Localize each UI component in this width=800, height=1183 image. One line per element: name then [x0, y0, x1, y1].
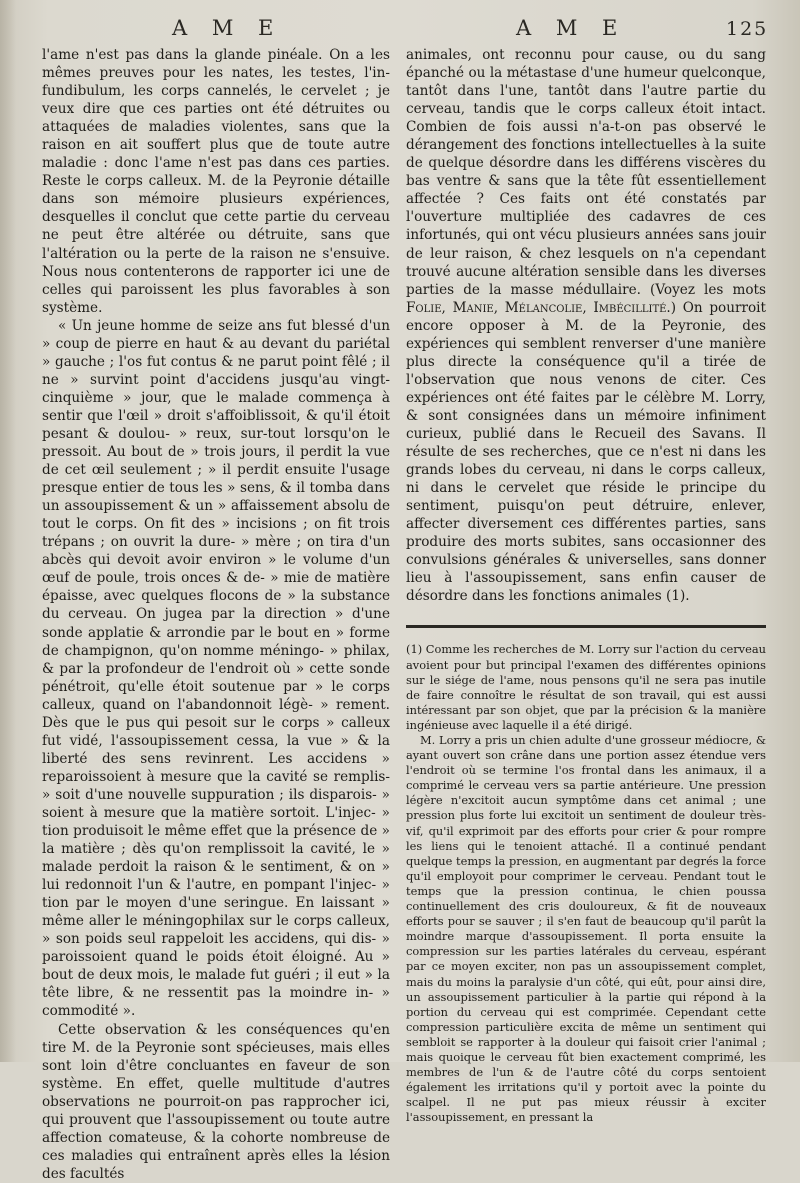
xref-separator-2: , [493, 299, 505, 316]
left-paragraph-1: l'ame n'est pas dans la glande pinéale. On a les mêmes preuves pour les nates, les testes, l'in-fundibulum, les corps cannelés, le cervelet ; je veux dire que ces parties ont été détruites ou attaquées de maladies violentes, sans que la raison en ait souffert plus que de toute autre maladie : donc l'ame n'est pas dans ces parties. Reste le corps calleux. M. de la Peyronie détaille dans son mémoire plusieurs expériences, desquelles il conclut que cette partie du cerveau ne peut être altérée ou détruite, sans que l'altération ou la perte de la raison ne s'ensuive. Nous nous contenterons de rapporter ici une de celles qui paroissent les plus favorables à son système. [42, 47, 390, 316]
right-paragraph-1 [406, 46, 766, 605]
footnote [406, 642, 766, 1125]
footnote-paragraph-2: M. Lorry a pris un chien adulte d'une grosseur médiocre, & ayant ouvert son crâne dans une portion assez étendue vers l'endroit où se termine l'os frontal dans les animaux, il a comprimé le cerveau vers sa partie antérieure. Une pression légère n'excitoit aucun symptôme dans cet animal ; une pression plus forte lui excitoit un sentiment de douleur très-vif, qu'il exprimoit par des efforts pour crier & pour rompre les liens qui le tenoient attaché. Il a continué pendant quelque temps la pression, en augmentant par degrés la force qu'il employoit pour comprimer le cerveau. Pendant tout le temps que la pression continua, le chien poussa continuellement des cris douloureux, & fit de nouveaux efforts pour se sauver ; il s'en faut de beaucoup qu'il parût la moindre marque d'assoupissement. Il porta ensuite la compression sur les parties latérales du cerveau, espérant par ce moyen exciter, non pas un assoupissement complet, mais du moins la paralysie d'un côté, qui eût, pour ainsi dire, un assoupissement particulier à la partie qui répond à la portion du cerveau qui est comprimée. Cependant cette compression particulière excita de même un sentiment qui sembloit se rapporter à la douleur qui faisoit crier l'animal ; mais quoique le cerveau fût bien exactement comprimé, les membres de l'un & de l'autre côté du corps sentoient également les irritations qu'il y portoit avec la pointe du scalpel. Il ne put pas mieux réussir à exciter l'assoupissement, en pressant la [406, 733, 766, 1125]
xref-manie: Manie [452, 299, 494, 316]
page-number: 125 [726, 18, 769, 40]
right-paragraph-1-text: animales, ont reconnu pour cause, ou du sang épanché ou la métastase d'une humeur quelconque, tantôt dans l'une, tantôt dans l'autre partie du cerveau, tandis que le corps calleux étoit intact. Combien de fois aussi n'a-t-on pas observé le dérangement des fonctions intellectuelles à la suite de quelque désordre dans les différens viscères du bas ventre & sans que la tête fût essentiellement affectée ? Ces faits ont été constatés par l'ouverture multipliée des cadavres de ces infortunés, qui ont vécu plusieurs années sans jouir de leur raison, & chez lesquels on n'a cependant trouvé aucune altération sensible dans les diverses parties de la masse médullaire. (Voyez les mots [406, 47, 766, 298]
footnote-paragraph-1: (1) Comme les recherches de M. Lorry sur l'action du cerveau avoient pour but principal l'examen des différentes opinions sur le siége de l'ame, nous pensons qu'il ne sera pas inutile de faire connoître le résultat de son travail, qui est aussi intéressant par son objet, que par la précision & la manière ingénieuse avec laquelle il a été dirigé. [406, 642, 766, 732]
left-paragraph-3: Cette observation & les conséquences qu'en tire M. de la Peyronie sont spécieuses, mais elles sont loin d'être concluantes en faveur de son système. En effet, quelle multitude d'autres observations ne pourroit-on pas rapprocher ici, qui prouvent que l'assoupissement ou toute autre affection comateuse, & la cohorte nombreuse de ces maladies qui entraînent après elles la lésion des facultés [42, 1021, 390, 1182]
page-gutter-shadow [0, 0, 16, 1062]
right-column [406, 46, 766, 1125]
footnote-divider [406, 625, 766, 628]
left-paragraph-quote: « Un jeune homme de seize ans fut blessé d'un » coup de pierre en haut & au devant du pariétal » gauche ; l'os fut contus & ne parut point fêlé ; il ne » survint point d'accidens jusqu'au vingt-cinquième » jour, que le malade commença à sentir que l'œil » droit s'affoiblissoit, & qu'il étoit pesant & doulou- » reux, sur-tout lorsqu'on le pressoit. Au bout de » trois jours, il perdit la vue de cet œil seulement ; » il perdit ensuite l'usage presque entier de tous les » sens, & il tomba dans un assoupissement & un » affaissement absolu de tout le corps. On fit des » incisions ; on fit trois trépans ; on ouvrit la dure- » mère ; on tira d'un abcès qui devoit avoir environ » le volume d'un œuf de poule, trois onces & de- » mie de matière épaisse, avec quelques flocons de » la substance du cerveau. On jugea par la direction » d'une sonde applatie & arrondie par le bout en » forme de champignon, qu'on nomme méningo- » philax, & par la profondeur de l'endroit où » cette sonde pénétroit, qu'elle étoit soutenue par » le corps calleux, quand on l'abandonnoit légè- » rement. Dès que le pus qui pesoit sur le corps » calleux fut vidé, l'assoupissement cessa, la vue » & la liberté des sens revinrent. Les accidens » reparoissoient à mesure que la cavité se remplis- » soit d'une nouvelle suppuration ; ils disparois- » soient à mesure que la matière sortoit. L'injec- » tion produisoit le même effet que la présence de » la matière ; dès qu'on remplissoit la cavité, le » malade perdoit la raison & le sentiment, & on » lui redonnoit l'un & l'autre, en pompant l'injec- » tion par le moyen d'une seringue. En laissant » même aller le méningophilax sur le corps calleux, » son poids seul rappeloit les accidens, qui dis- » paroissoient quand le poids étoit éloigné. Au » bout de deux mois, le malade fut guéri ; il eut » la tête libre, & ne ressentit pas la moindre in- » commodité ». [42, 317, 390, 1020]
xref-folie: Folie [406, 299, 442, 316]
xref-separator-3: , [582, 299, 594, 316]
xref-separator-1: , [441, 299, 453, 316]
right-paragraph-1-end: .) On pourroit encore opposer à M. de la Peyronie, des expériences qui semblent renverser d'une manière plus directe la conséquence qu'il a tirée de l'observation que nous venons de citer. Ces expériences ont été faites par le célèbre M. Lorry, & sont consignées dans un mémoire infiniment curieux, publié dans le Recueil des Savans. Il résulte de ses recherches, que ce n'est ni dans les grands lobes du cerveau, ni dans le corps calleux, ni dans le cervelet que réside le principe du sentiment, puisqu'on peut détruire, enlever, affecter diversement ces différentes parties, sans produire des morts subites, sans occasionner des convulsions générales & universelles, sans donner lieu à l'assoupissement, sans enfin causer de désordre dans les fonctions animales (1). [406, 299, 766, 605]
running-head-right: A M E [516, 16, 627, 40]
xref-imbecillite: Imbécillité [593, 299, 667, 316]
xref-melancolie: Mélancolie [504, 299, 583, 316]
left-column [42, 46, 390, 1183]
running-head-left: A M E [172, 16, 283, 40]
